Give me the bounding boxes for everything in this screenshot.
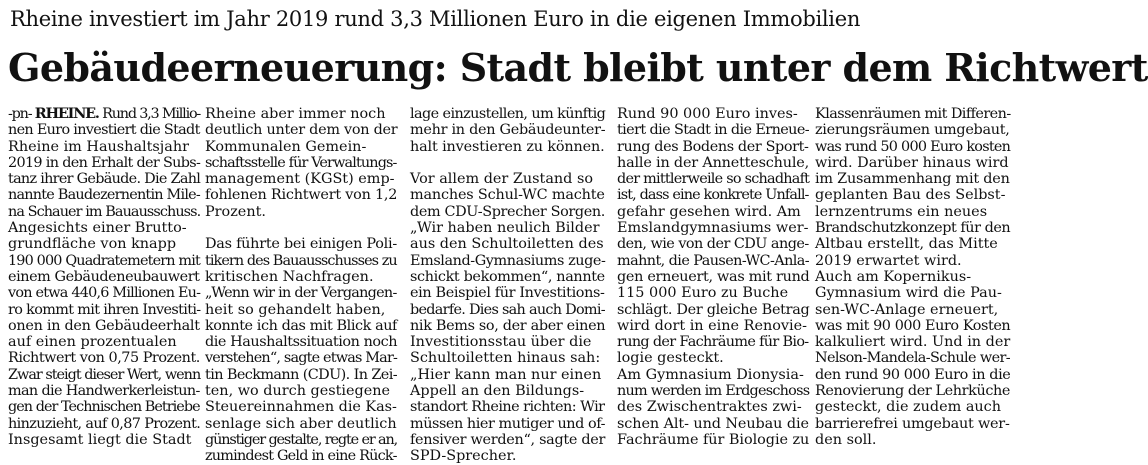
body-line: den soll.	[815, 431, 877, 448]
body-line: logie gesteckt.	[617, 350, 724, 367]
dateline-prefix: -pn-	[8, 106, 32, 122]
body-line: „Hier kann man nur einen	[410, 366, 602, 383]
body-line: bedarfe. Dies sah auch Domi-	[410, 301, 605, 318]
body-line: 115 000 Euro zu Buche	[617, 285, 789, 302]
body-line: 190 000 Quadratemetern mit	[8, 252, 200, 269]
body-line: deutlich unter dem von der	[205, 122, 398, 139]
body-line: was rund 50 000 Euro kosten	[815, 138, 1011, 155]
article-column-4	[617, 106, 809, 458]
body-line: sen-WC-Anlage erneuert,	[815, 301, 999, 318]
body-line: Emsland-Gymnasiums zuge-	[410, 252, 606, 269]
body-line: dem CDU-Sprecher Sorgen.	[410, 203, 605, 220]
body-line: Prozent.	[205, 203, 266, 220]
body-line: zierungsräumen umgebaut,	[815, 122, 1010, 139]
body-line: des Zwischentraktes zwi-	[617, 399, 802, 416]
body-line: auf einen prozentualen	[8, 334, 177, 351]
body-line: gefahr gesehen wird. Am	[617, 203, 801, 220]
body-line: nannte Baudezernentin Mile-	[8, 187, 200, 204]
body-line: onen in den Gebäudeerhalt	[8, 317, 200, 334]
body-line: Altbau erstellt, das Mitte	[815, 236, 998, 253]
article-column-5	[815, 106, 1010, 458]
body-line: Rund 90 000 Euro inves-	[617, 106, 798, 122]
body-line: der mittlerweile so schadhaft	[617, 171, 810, 188]
body-line: wird. Darüber hinaus wird	[815, 154, 1009, 171]
body-line: Schultoiletten hinaus sah:	[410, 350, 601, 367]
dateline-line	[8, 106, 200, 122]
body-line: mahnt, die Pausen-WC-Anla-	[617, 252, 810, 269]
body-line: Nelson-Mandela-Schule wer-	[815, 350, 1010, 367]
body-line: günstiger gestalte, regte er an,	[205, 431, 398, 448]
body-line: konnte ich das mit Blick auf	[205, 317, 397, 334]
body-line: man die Handwerkerleistun-	[8, 383, 200, 400]
body-line: verstehen“, sagte etwas Mar-	[205, 350, 398, 367]
body-line: Richtwert von 0,75 Prozent.	[8, 350, 200, 367]
body-line: Renovierung der Lehrküche	[815, 383, 1010, 400]
body-line: rung der Fachräume für Bio-	[617, 334, 809, 351]
body-line: den rund 90 000 Euro in die	[815, 366, 1011, 383]
body-line: Appell an den Bildungs-	[410, 383, 585, 400]
body-line: müssen hier mutiger und of-	[410, 415, 606, 432]
body-line: manches Schul-WC machte	[410, 187, 605, 204]
body-line: Rheine aber immer noch	[205, 106, 386, 122]
body-line: den, wie von der CDU ange-	[617, 236, 809, 253]
body-line: Brandschutzkonzept für den	[815, 220, 1011, 237]
body-line: tanz ihrer Gebäude. Die Zahl	[8, 171, 201, 188]
body-line: 2019 erwartet wird.	[815, 252, 962, 269]
body-line: gen erneuert, was mit rund	[617, 268, 810, 285]
body-line: wird dort in eine Renovie-	[617, 317, 808, 334]
body-line: Am Gymnasium Dionysia-	[617, 366, 804, 383]
body-line: rung des Bodens der Sport-	[617, 138, 809, 155]
body-line: einem Gebäudeneubauwert	[8, 268, 200, 285]
body-line: lernzentrums ein neues	[815, 203, 988, 220]
body-line: heit so gehandelt haben,	[205, 301, 386, 318]
body-line: nik Bems so, der aber einen	[410, 317, 606, 334]
body-line: schaftsstelle für Verwaltungs-	[205, 154, 397, 171]
column-1-body	[8, 122, 200, 448]
body-line: Fachräume für Biologie zu	[617, 431, 810, 448]
body-line: kritischen Nachfragen.	[205, 268, 374, 285]
body-line: schickt bekommen“, nannte	[410, 268, 605, 285]
body-line: num werden im Erdgeschoss	[617, 383, 810, 400]
body-line: schlägt. Der gleiche Betrag	[617, 301, 810, 318]
article-column-1	[8, 106, 200, 458]
body-line: die Haushaltssituation noch	[205, 334, 398, 351]
article-column-2	[205, 106, 398, 465]
body-line: tikern des Bauausschusses zu	[205, 252, 397, 269]
body-line: na Schauer im Bauausschuss.	[8, 203, 201, 220]
body-line: lage einzustellen, um künftig	[410, 106, 606, 122]
body-line: ro kommt mit ihren Investiti-	[8, 301, 201, 318]
body-line: 2019 in den Erhalt der Subs-	[8, 154, 201, 171]
body-line: Rheine im Haushaltsjahr	[8, 138, 189, 155]
body-line: Gymnasium wird die Pau-	[815, 285, 1002, 302]
body-line: geplanten Bau des Selbst-	[815, 187, 1006, 204]
body-line: Emslandgymnasiums wer-	[617, 220, 809, 237]
body-line: management (KGSt) emp-	[205, 171, 395, 188]
body-line: barrierefrei umgebaut wer-	[815, 415, 1010, 432]
body-line: Vor allem der Zustand so	[410, 171, 594, 188]
dateline-place: RHEINE.	[34, 105, 99, 122]
body-line	[410, 155, 605, 171]
body-line: tiert die Stadt in die Erneue-	[617, 122, 809, 139]
body-line: standort Rheine richten: Wir	[410, 399, 605, 416]
article-headline: Gebäudeerneuerung: Stadt bleibt unter dem Richtwert	[8, 45, 1148, 90]
body-line: hinzuzieht, auf 0,87 Prozent.	[8, 415, 201, 432]
body-line: Steuereinnahmen die Kas-	[205, 399, 397, 416]
body-line: tin Beckmann (CDU). In Zei-	[205, 366, 397, 383]
body-line: mehr in den Gebäudeunter-	[410, 122, 606, 139]
article-kicker: Rheine investiert im Jahr 2019 rund 3,3 Millionen Euro in die eigenen Immobilien	[10, 7, 861, 31]
body-line: „Wir haben neulich Bilder	[410, 220, 600, 237]
body-line: Rund 3,3 Millio-	[102, 106, 201, 122]
body-line: von etwa 440,6 Millionen Eu-	[8, 285, 201, 302]
body-line: fensiver werden“, sagte der	[410, 431, 606, 448]
body-line: aus den Schultoiletten des	[410, 236, 604, 253]
body-line: halt investieren zu können.	[410, 138, 605, 155]
body-line: Das führte bei einigen Poli-	[205, 236, 397, 253]
body-line: Klassenräumen mit Differen-	[815, 106, 1011, 122]
body-line: schen Alt- und Neubau die	[617, 415, 809, 432]
body-line: gesteckt, die zudem auch	[815, 399, 1002, 416]
body-line: gen der Technischen Betriebe	[8, 399, 200, 416]
body-line: SPD-Sprecher.	[410, 448, 517, 465]
body-line: Zwar steigt dieser Wert, wenn	[8, 366, 201, 383]
body-line: fohlenen Richtwert von 1,2	[205, 187, 398, 204]
article-column-3	[410, 106, 606, 465]
body-line: „Wenn wir in der Vergangen-	[205, 285, 397, 302]
body-line: nen Euro investiert die Stadt	[8, 122, 200, 139]
body-line: was mit 90 000 Euro Kosten	[815, 317, 1011, 334]
body-line: senlage sich aber deutlich	[205, 415, 397, 432]
body-line: kalkuliert wird. Und in der	[815, 334, 1011, 351]
body-line: Investitionsstau über die	[410, 334, 592, 351]
body-line: Angesichts einer Brutto-	[8, 220, 187, 237]
body-line	[205, 220, 397, 236]
body-line: Kommunalen Gemein-	[205, 138, 367, 155]
body-line: halle in der Annetteschule,	[617, 154, 809, 171]
body-line: grundfläche von knapp	[8, 236, 177, 253]
body-line: Auch am Kopernikus-	[815, 268, 972, 285]
body-line: zumindest Geld in eine Rück-	[205, 448, 397, 465]
body-line: ist, dass eine konkrete Unfall-	[617, 187, 809, 204]
body-line: ein Beispiel für Investitions-	[410, 285, 605, 302]
body-line: Insgesamt liegt die Stadt	[8, 431, 192, 448]
body-line: ten, wo durch gestiegene	[205, 383, 391, 400]
body-line: im Zusammenhang mit den	[815, 171, 1010, 188]
